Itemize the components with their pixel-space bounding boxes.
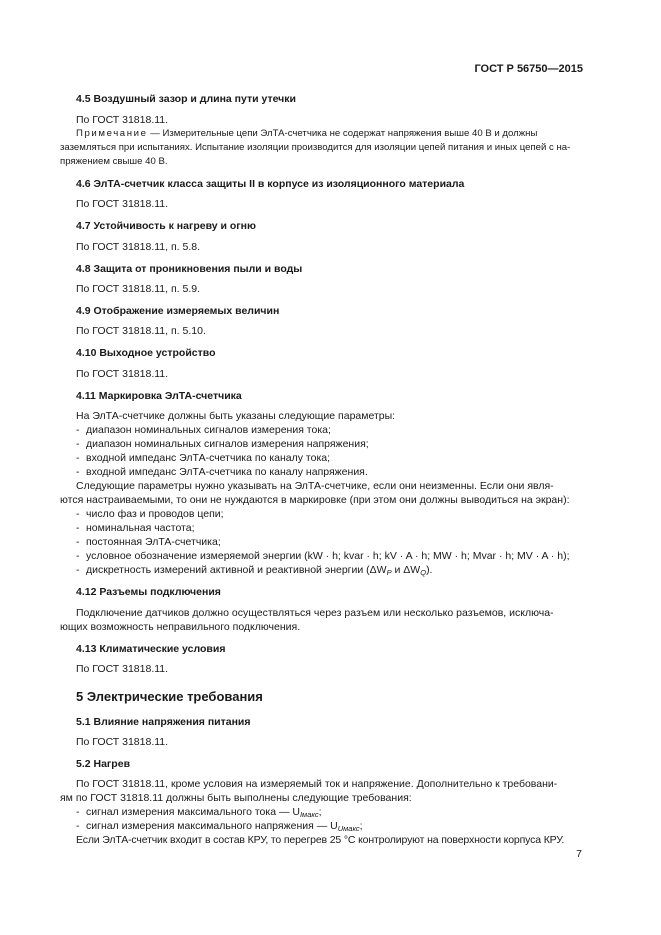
- section-4-5-title: 4.5 Воздушный зазор и длина пути утечки: [76, 93, 296, 105]
- section-4-12-line-1: Подключение датчиков должно осуществляться через разъем или несколько разъемов, исключа-: [76, 607, 554, 619]
- list-item: - сигнал измерения максимального напряжения — $U_{Uмакс}$;: [76, 820, 363, 833]
- section-4-13-ref: По ГОСТ 31818.11.: [76, 663, 169, 675]
- note-line-1: Примечание — Измерительные цепи ЭлТА-счетчика не содержат напряжения выше 40 В и должны: [76, 128, 538, 139]
- section-4-6-ref: По ГОСТ 31818.11.: [76, 198, 169, 210]
- list-item: - сигнал измерения максимального тока — $U_{Iмакс}$;: [76, 806, 322, 819]
- note-line-3: пряжением свыше 40 В.: [60, 156, 168, 167]
- section-4-13-title: 4.13 Климатические условия: [76, 643, 226, 655]
- section-4-9-title: 4.9 Отображение измеряемых величин: [76, 305, 280, 317]
- list-item: - условное обозначение измеряемой энергии (kW · h; kvar · h; kV · A · h; MW · h; Mvar · h; MV · A · h);: [76, 550, 570, 562]
- section-5-1-title: 5.1 Влияние напряжения питания: [76, 716, 251, 728]
- note-line-2: заземляться при испытаниях. Испытание изоляции производится для изоляции цепей питания и иных цепей с на-: [60, 142, 571, 153]
- list-item: - входной импеданс ЭлТА-счетчика по каналу напряжения.: [76, 466, 368, 478]
- note-label: Примечание: [76, 128, 148, 139]
- section-5-1-ref: По ГОСТ 31818.11.: [76, 736, 169, 748]
- list-item: - диапазон номинальных сигналов измерения напряжения;: [76, 438, 369, 450]
- section-4-10-title: 4.10 Выходное устройство: [76, 347, 216, 359]
- section-4-6-title: 4.6 ЭлТА-счетчик класса защиты II в корпусе из изоляционного материала: [76, 178, 465, 190]
- section-4-12-title: 4.12 Разъемы подключения: [76, 586, 221, 598]
- list-item: - число фаз и проводов цепи;: [76, 508, 224, 520]
- list-item: - диапазон номинальных сигналов измерения тока;: [76, 424, 331, 436]
- section-4-11-title: 4.11 Маркировка ЭлТА-счетчика: [76, 390, 242, 402]
- section-4-7-ref: По ГОСТ 31818.11, п. 5.8.: [76, 241, 201, 253]
- list-item: - входной импеданс ЭлТА-счетчика по каналу тока;: [76, 452, 331, 464]
- standard-header: ГОСТ Р 56750—2015: [474, 63, 583, 75]
- section-4-7-title: 4.7 Устойчивость к нагреву и огню: [76, 220, 256, 232]
- page-number: 7: [576, 848, 582, 860]
- section-5-2-title: 5.2 Нагрев: [76, 758, 131, 770]
- section-5-title: 5 Электрические требования: [76, 689, 263, 704]
- section-4-11-intro: На ЭлТА-счетчике должны быть указаны следующие параметры:: [76, 410, 396, 422]
- list-item: - постоянная ЭлТА-счетчика;: [76, 536, 221, 548]
- params-line-1: Следующие параметры нужно указывать на ЭлТА-счетчике, если они неизменны. Если они явля-: [76, 480, 554, 492]
- section-4-8-ref: По ГОСТ 31818.11, п. 5.9.: [76, 283, 201, 295]
- section-4-8-title: 4.8 Защита от проникновения пыли и воды: [76, 263, 303, 275]
- list-item: - номинальная частота;: [76, 522, 195, 534]
- section-4-10-ref: По ГОСТ 31818.11.: [76, 368, 169, 380]
- section-5-2-last: Если ЭлТА-счетчик входит в состав КРУ, то перегрев 25 °С контролируют на поверхности корпуса КРУ.: [76, 834, 565, 846]
- section-4-5-ref: По ГОСТ 31818.11.: [76, 114, 169, 126]
- list-item: - дискретность измерений активной и реактивной энергии ($\Delta W_P$ и $\Delta W_Q$).: [76, 564, 433, 577]
- params-line-2: ются настраиваемыми, то они не нуждаются в маркировке (при этом они должны выводиться на экран):: [60, 494, 570, 506]
- section-4-9-ref: По ГОСТ 31818.11, п. 5.10.: [76, 325, 206, 337]
- section-5-2-line-1: По ГОСТ 31818.11, кроме условия на измеряемый ток и напряжение. Дополнительно к требовани-: [76, 778, 558, 790]
- section-5-2-line-2: ям по ГОСТ 31818.11 должны быть выполнены следующие требования:: [60, 792, 412, 804]
- section-4-12-line-2: ющих возможность неправильного подключения.: [60, 621, 301, 633]
